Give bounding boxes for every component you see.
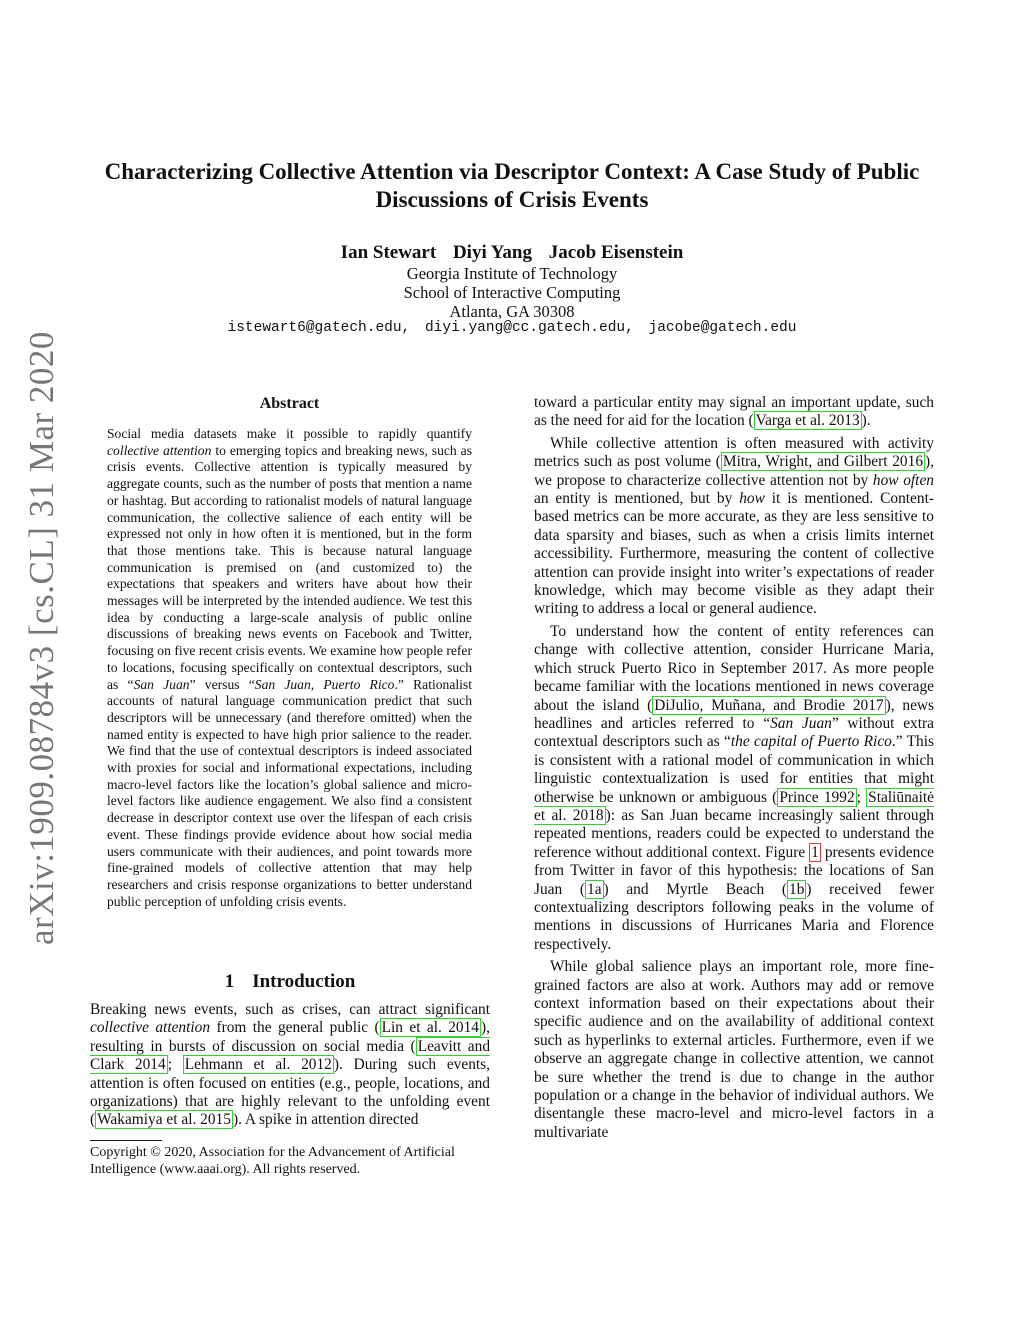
section-number: 1 <box>224 971 235 992</box>
copyright-footnote: Copyright © 2020, Association for the Advancement of Artificial Intelligence (www.aaai.org). All rights reserved. <box>90 1145 455 1177</box>
figure-link[interactable]: 1b <box>789 880 805 898</box>
paragraph: toward a particular entity may signal an important update, such as the need for aid for the location ( Varga et al. 2013 ). <box>534 394 934 430</box>
paragraph: While collective attention is often measured with activity metrics such as post volume ( Mitra, Wright, and Gilbert 2016 ), we propose to characterize collective attention not by how often an entity is mentioned, but by how it is mentioned. Content-based metrics can be more accurate, as they are less sensitive to data sparsity and biases, such as when a crisis limits internet accessibility. Furthermore, measuring the content of collective attention can provide insight into writer’s expectations of reader knowledge, which may become visible as they adapt their writing to address a local or general audience. <box>534 434 934 618</box>
email-link[interactable]: jacobe@gatech.edu <box>648 320 797 336</box>
author-name: Diyi Yang <box>452 242 532 263</box>
citation-link[interactable]: Mitra, Wright, and Gilbert 2016 <box>722 453 924 471</box>
citation-link[interactable]: Varga et al. 2013 <box>755 412 860 430</box>
paragraph: To understand how the content of entity references can change with collective attention, consider Hurricane Maria, which struck Puerto Rico in September 2017. As more people became familiar with the locations mentioned in news coverage about the island ( DiJulio, Muñana, and Brodie 2017 ), news headlines and articles referred to “San Juan” without extra contextual descriptors such as “the capital of Puerto Rico.” This is consistent with a rational model of communication in which linguistic contextualization is used for entities that might otherwise be unknown or ambiguous ( Prince 1992 ; Staliūnaitė et al. 2018 ): as San Juan became increasingly salient through repeated mentions, readers could be expected to understand the reference without additional context. Figure 1 presents evidence from Twitter in favor of this hypothesis: the locations of San Juan ( 1a ) and Myrtle Beach ( 1b ) received fewer contextualizing descriptors following peaks in the volume of mentions in discussions of Hurricanes Maria and Florence respectively. <box>534 622 934 953</box>
citation-link[interactable]: Lehmann et al. 2012 <box>184 1056 332 1074</box>
citation-link[interactable]: DiJulio, Muñana, and Brodie 2017 <box>654 696 884 714</box>
section-title: Introduction <box>252 971 356 992</box>
author-name: Jacob Eisenstein <box>548 242 684 263</box>
paragraph: While global salience plays an important role, more fine-grained factors are also at work. Authors may add or remove context information based on their expectations about their specific audience and on the availability of additional context such as hyperlinks to external articles. Furthermore, even if we observe an aggregate change in collective attention, we cannot be sure whether the trend is due to change in the author population or a change in the behavior of individual authors. We disentangle these macro-level and micro-level factors in a multivariate <box>534 958 934 1141</box>
author-name: Ian Stewart <box>340 242 437 263</box>
right-column <box>534 394 934 1146</box>
citation-link[interactable]: Wakamiya et al. 2015 <box>97 1111 231 1129</box>
author-list <box>100 241 924 265</box>
citation-link[interactable]: Leavitt and Clark 2014 <box>90 1037 491 1074</box>
section-heading-introduction <box>90 970 490 994</box>
email-link[interactable]: istewart6@gatech.edu, <box>227 320 411 336</box>
figure-link[interactable]: 1 <box>811 843 819 861</box>
figure-link[interactable]: 1a <box>587 880 602 898</box>
school: School of Interactive Computing <box>403 283 621 302</box>
email-link[interactable]: diyi.yang@cc.gatech.edu, <box>424 320 634 336</box>
paper-title: Characterizing Collective Attention via Descriptor Context: A Case Study of Public Discussions of Crisis Events <box>104 159 920 212</box>
email-list <box>100 319 924 337</box>
location: Atlanta, GA 30308 <box>449 302 575 321</box>
abstract-text: Social media datasets make it possible to rapidly quantify collective attention to emerging topics and breaking news, such as crisis events. Collective attention is typically measured by aggregate counts, such as the number of posts that mention a name or hashtag. But according to rationalist models of natural language communication, the collective salience of each entity will be expressed not only in how often it is mentioned, but in the form that those mentions take. This is because natural language communication is premised on (and customized to) the expectations that speakers and writers have about how their messages will be interpreted by the intended audience. We test this idea by conducting a large-scale analysis of public online discussions of breaking news events on Facebook and Twitter, focusing on five recent crisis events. We examine how people refer to locations, focusing specifically on contextual descriptors, such as “San Juan” versus “San Juan, Puerto Rico.” Rationalist accounts of natural language communication predict that such descriptors will be unnecessary (and therefore omitted) when the named entity is expected to have high prior salience to the reader. We find that the use of contextual descriptors is indeed associated with proxies for social and informational expectations, including macro-level factors like the location’s global salience and micro-level factors like audience engagement. We also find a consistent decrease in descriptor context use over the lifespan of each crisis event. These findings provide evidence about how social media users communicate with their audiences, and point towards more fine-grained models of collective attention that may help researchers and crisis response organizations to better understand public perception of unfolding crisis events. <box>107 426 472 909</box>
arxiv-stamp: arXiv:1909.08784v3 [cs.CL] 31 Mar 2020 <box>22 331 61 945</box>
footnote-rule <box>90 1140 162 1141</box>
citation-link[interactable]: Prince 1992 <box>779 788 855 806</box>
institution: Georgia Institute of Technology <box>406 264 618 283</box>
intro-paragraph: Breaking news events, such as crises, can attract significant collective attention from the general public ( Lin et al. 2014 ), resulting in bursts of discussion on social media ( Leavitt and Clark 2014 ; Lehmann et al. 2012 ). During such events, attention is often focused on entities (e.g., people, locations, and organizations) that are highly relevant to the unfolding event ( Wakamiya et al. 2015 ). A spike in attention directed <box>90 1001 491 1129</box>
citation-link[interactable]: Staliūnaitė et al. 2018 <box>534 788 934 824</box>
citation-link[interactable]: Lin et al. 2014 <box>381 1019 479 1037</box>
affiliation <box>100 264 924 321</box>
abstract-heading: Abstract <box>259 395 320 412</box>
